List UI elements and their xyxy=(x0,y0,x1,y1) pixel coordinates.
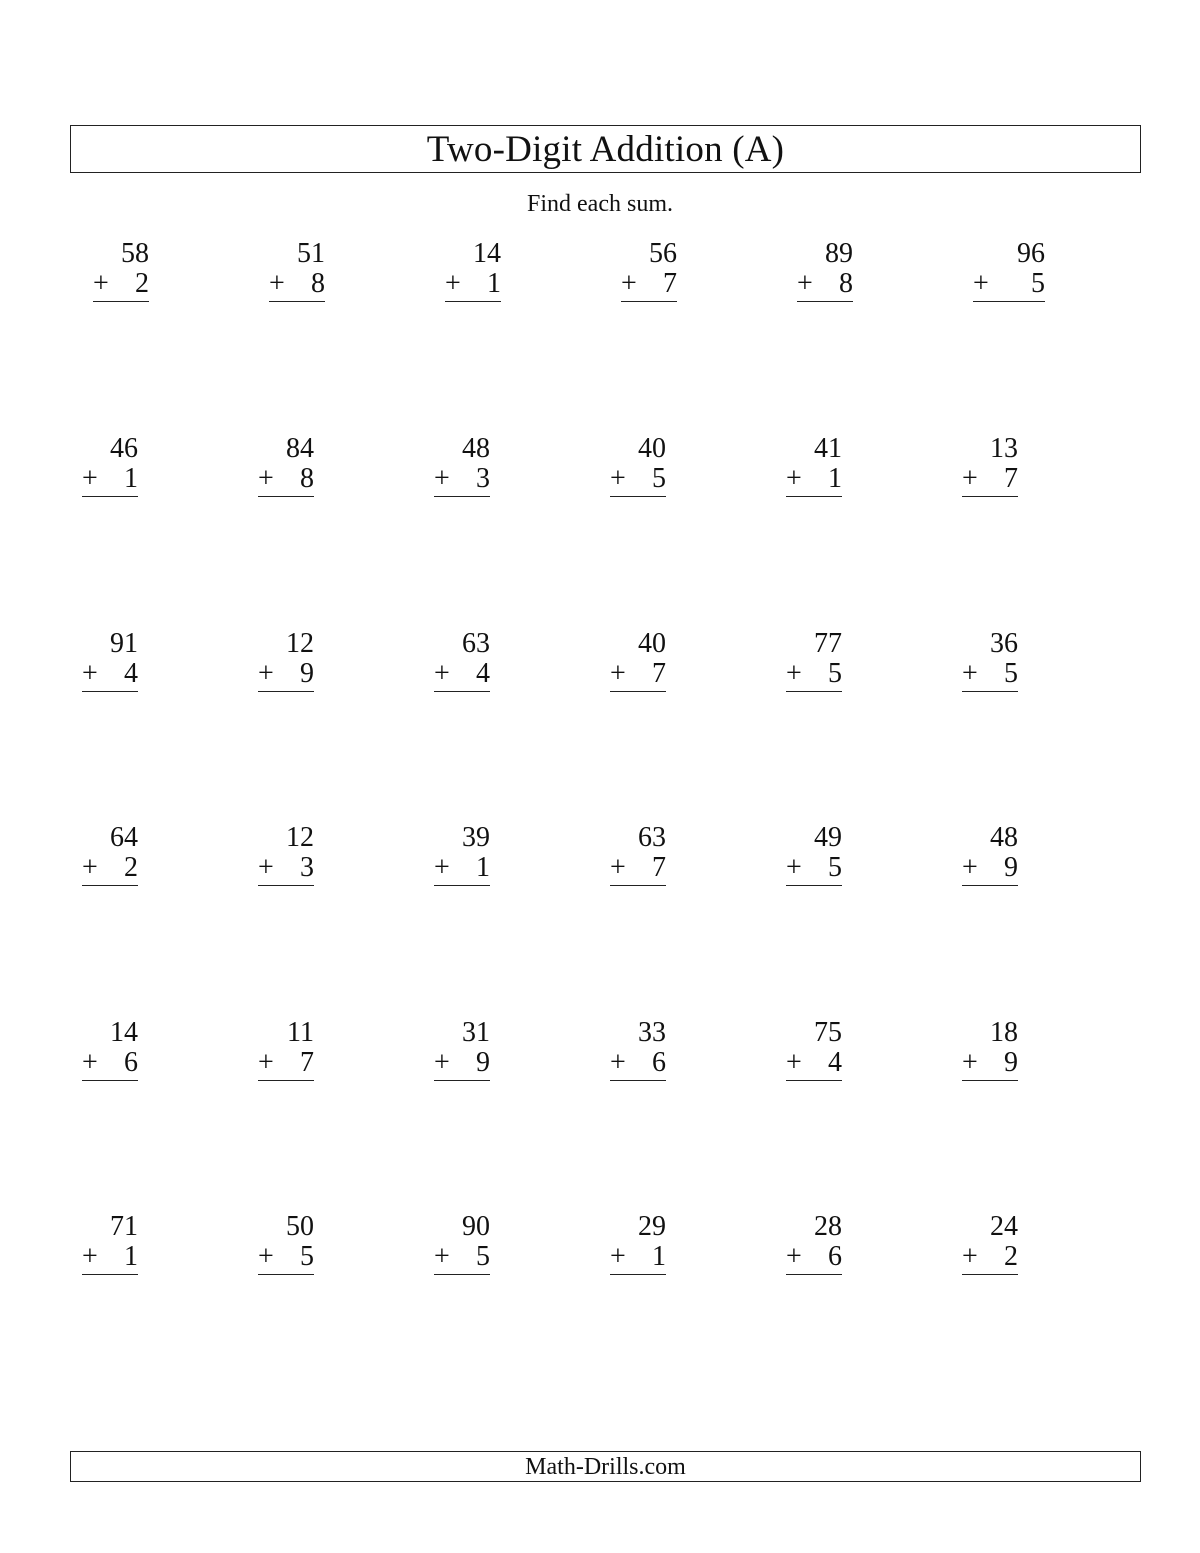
answer-line xyxy=(82,496,138,497)
answer-line xyxy=(434,1274,490,1275)
addend-bottom: 4 xyxy=(828,1047,842,1078)
answer-line xyxy=(82,1274,138,1275)
operator-line xyxy=(258,1049,314,1077)
operator-line xyxy=(962,854,1018,882)
addition-problem xyxy=(434,1019,490,1079)
plus-sign: + xyxy=(93,268,109,299)
addend-top: 84 xyxy=(286,433,314,464)
plus-sign: + xyxy=(445,268,461,299)
addition-problem xyxy=(434,630,490,690)
addition-problem xyxy=(258,824,314,884)
instructions: Find each sum. xyxy=(527,191,673,217)
addend-bottom: 1 xyxy=(124,463,138,494)
plus-sign: + xyxy=(82,463,98,494)
answer-line xyxy=(82,885,138,886)
operator-line xyxy=(786,465,842,493)
plus-sign: + xyxy=(434,658,450,689)
addend-top: 24 xyxy=(990,1211,1018,1242)
addition-problem xyxy=(610,1213,666,1273)
operator-line xyxy=(445,270,501,298)
answer-line xyxy=(610,496,666,497)
answer-line xyxy=(797,301,853,302)
plus-sign: + xyxy=(434,463,450,494)
answer-line xyxy=(93,301,149,302)
addend-top: 12 xyxy=(286,628,314,659)
operator-line xyxy=(434,660,490,688)
operator-line xyxy=(434,1049,490,1077)
plus-sign: + xyxy=(82,852,98,883)
addend-top: 71 xyxy=(110,1211,138,1242)
plus-sign: + xyxy=(962,1047,978,1078)
plus-sign: + xyxy=(82,1241,98,1272)
plus-sign: + xyxy=(610,852,626,883)
addend-top: 31 xyxy=(462,1017,490,1048)
addition-problem xyxy=(610,1019,666,1079)
addend-bottom: 9 xyxy=(476,1047,490,1078)
answer-line xyxy=(258,1274,314,1275)
addend-top: 36 xyxy=(990,628,1018,659)
addend-bottom: 5 xyxy=(1004,658,1018,689)
plus-sign: + xyxy=(797,268,813,299)
operator-line xyxy=(973,270,1045,298)
footer-box xyxy=(70,1451,1141,1482)
addend-bottom: 7 xyxy=(652,658,666,689)
operator-line xyxy=(610,1243,666,1271)
addition-problem xyxy=(93,240,149,300)
answer-line xyxy=(82,1080,138,1081)
addition-problem xyxy=(434,435,490,495)
operator-line xyxy=(610,854,666,882)
addend-bottom: 5 xyxy=(652,463,666,494)
answer-line xyxy=(258,496,314,497)
addend-bottom: 1 xyxy=(124,1241,138,1272)
addend-top: 40 xyxy=(638,433,666,464)
plus-sign: + xyxy=(786,1047,802,1078)
addend-bottom: 7 xyxy=(663,268,677,299)
addend-top: 89 xyxy=(825,238,853,269)
operator-line xyxy=(258,1243,314,1271)
operator-line xyxy=(610,1049,666,1077)
addend-top: 64 xyxy=(110,822,138,853)
addition-problem xyxy=(962,435,1018,495)
answer-line xyxy=(434,496,490,497)
addend-top: 41 xyxy=(814,433,842,464)
addition-problem xyxy=(962,1019,1018,1079)
plus-sign: + xyxy=(610,463,626,494)
addend-top: 13 xyxy=(990,433,1018,464)
operator-line xyxy=(434,854,490,882)
addition-problem xyxy=(82,1019,138,1079)
addition-problem xyxy=(786,630,842,690)
operator-line xyxy=(258,465,314,493)
answer-line xyxy=(434,691,490,692)
operator-line xyxy=(621,270,677,298)
addend-top: 46 xyxy=(110,433,138,464)
addend-bottom: 8 xyxy=(839,268,853,299)
addend-bottom: 9 xyxy=(1004,1047,1018,1078)
plus-sign: + xyxy=(973,268,989,299)
answer-line xyxy=(962,1274,1018,1275)
plus-sign: + xyxy=(610,1047,626,1078)
addition-problem xyxy=(258,435,314,495)
addend-top: 33 xyxy=(638,1017,666,1048)
answer-line xyxy=(445,301,501,302)
operator-line xyxy=(962,1049,1018,1077)
addition-problem xyxy=(82,1213,138,1273)
plus-sign: + xyxy=(269,268,285,299)
addend-bottom: 5 xyxy=(828,852,842,883)
addition-problem xyxy=(434,824,490,884)
addend-top: 48 xyxy=(990,822,1018,853)
plus-sign: + xyxy=(434,1047,450,1078)
addition-problem xyxy=(621,240,677,300)
addend-top: 14 xyxy=(110,1017,138,1048)
addition-problem xyxy=(962,824,1018,884)
addition-problem xyxy=(82,630,138,690)
addition-problem xyxy=(610,435,666,495)
answer-line xyxy=(962,1080,1018,1081)
operator-line xyxy=(962,660,1018,688)
page-title: Two-Digit Addition (A) xyxy=(426,128,785,170)
addend-top: 49 xyxy=(814,822,842,853)
answer-line xyxy=(82,691,138,692)
addend-top: 96 xyxy=(1017,238,1045,269)
addend-top: 91 xyxy=(110,628,138,659)
addend-top: 50 xyxy=(286,1211,314,1242)
operator-line xyxy=(786,1243,842,1271)
operator-line xyxy=(258,660,314,688)
operator-line xyxy=(610,465,666,493)
addend-bottom: 6 xyxy=(124,1047,138,1078)
operator-line xyxy=(82,465,138,493)
addend-bottom: 3 xyxy=(476,463,490,494)
answer-line xyxy=(962,691,1018,692)
addend-bottom: 5 xyxy=(300,1241,314,1272)
addition-problem xyxy=(269,240,325,300)
addend-bottom: 6 xyxy=(828,1241,842,1272)
addend-bottom: 8 xyxy=(300,463,314,494)
addend-bottom: 2 xyxy=(135,268,149,299)
plus-sign: + xyxy=(786,463,802,494)
addend-top: 40 xyxy=(638,628,666,659)
operator-line xyxy=(82,1049,138,1077)
answer-line xyxy=(621,301,677,302)
addend-bottom: 4 xyxy=(476,658,490,689)
footer-text: Math-Drills.com xyxy=(525,1453,686,1480)
plus-sign: + xyxy=(962,1241,978,1272)
operator-line xyxy=(82,1243,138,1271)
addition-problem xyxy=(258,1213,314,1273)
addend-top: 90 xyxy=(462,1211,490,1242)
answer-line xyxy=(962,496,1018,497)
operator-line xyxy=(82,854,138,882)
addition-problem xyxy=(786,1019,842,1079)
plus-sign: + xyxy=(258,852,274,883)
operator-line xyxy=(962,1243,1018,1271)
operator-line xyxy=(797,270,853,298)
addend-top: 18 xyxy=(990,1017,1018,1048)
addend-top: 75 xyxy=(814,1017,842,1048)
plus-sign: + xyxy=(786,852,802,883)
answer-line xyxy=(786,1080,842,1081)
plus-sign: + xyxy=(258,1047,274,1078)
addition-problem xyxy=(962,1213,1018,1273)
addend-top: 14 xyxy=(473,238,501,269)
addition-problem xyxy=(797,240,853,300)
addend-bottom: 1 xyxy=(652,1241,666,1272)
plus-sign: + xyxy=(258,463,274,494)
plus-sign: + xyxy=(962,463,978,494)
addend-top: 12 xyxy=(286,822,314,853)
operator-line xyxy=(962,465,1018,493)
addition-problem xyxy=(962,630,1018,690)
addend-bottom: 9 xyxy=(1004,852,1018,883)
operator-line xyxy=(93,270,149,298)
addend-bottom: 7 xyxy=(1004,463,1018,494)
answer-line xyxy=(786,1274,842,1275)
answer-line xyxy=(786,496,842,497)
addend-top: 48 xyxy=(462,433,490,464)
plus-sign: + xyxy=(258,1241,274,1272)
operator-line xyxy=(786,854,842,882)
answer-line xyxy=(258,1080,314,1081)
answer-line xyxy=(434,1080,490,1081)
addition-problem xyxy=(786,435,842,495)
addend-top: 51 xyxy=(297,238,325,269)
addition-problem xyxy=(610,630,666,690)
addend-bottom: 9 xyxy=(300,658,314,689)
addition-problem xyxy=(434,1213,490,1273)
addend-bottom: 5 xyxy=(476,1241,490,1272)
answer-line xyxy=(434,885,490,886)
answer-line xyxy=(269,301,325,302)
addend-top: 29 xyxy=(638,1211,666,1242)
answer-line xyxy=(258,691,314,692)
plus-sign: + xyxy=(962,852,978,883)
addend-bottom: 1 xyxy=(487,268,501,299)
plus-sign: + xyxy=(82,658,98,689)
addend-top: 63 xyxy=(638,822,666,853)
answer-line xyxy=(610,691,666,692)
operator-line xyxy=(82,660,138,688)
plus-sign: + xyxy=(621,268,637,299)
addition-problem xyxy=(82,824,138,884)
addend-bottom: 7 xyxy=(652,852,666,883)
operator-line xyxy=(258,854,314,882)
answer-line xyxy=(610,1080,666,1081)
operator-line xyxy=(434,465,490,493)
operator-line xyxy=(434,1243,490,1271)
addition-problem xyxy=(786,824,842,884)
addend-bottom: 7 xyxy=(300,1047,314,1078)
addend-top: 56 xyxy=(649,238,677,269)
plus-sign: + xyxy=(258,658,274,689)
addend-bottom: 3 xyxy=(300,852,314,883)
addition-problem xyxy=(258,1019,314,1079)
addend-top: 63 xyxy=(462,628,490,659)
operator-line xyxy=(786,1049,842,1077)
addend-top: 77 xyxy=(814,628,842,659)
answer-line xyxy=(610,885,666,886)
plus-sign: + xyxy=(610,1241,626,1272)
answer-line xyxy=(962,885,1018,886)
operator-line xyxy=(786,660,842,688)
addend-bottom: 5 xyxy=(828,658,842,689)
operator-line xyxy=(610,660,666,688)
addend-top: 11 xyxy=(287,1017,314,1048)
plus-sign: + xyxy=(82,1047,98,1078)
plus-sign: + xyxy=(434,1241,450,1272)
plus-sign: + xyxy=(962,658,978,689)
addition-problem xyxy=(445,240,501,300)
plus-sign: + xyxy=(786,1241,802,1272)
answer-line xyxy=(258,885,314,886)
addend-bottom: 2 xyxy=(1004,1241,1018,1272)
addition-problem xyxy=(82,435,138,495)
addend-bottom: 2 xyxy=(124,852,138,883)
addend-bottom: 6 xyxy=(652,1047,666,1078)
addition-problem xyxy=(973,240,1045,300)
plus-sign: + xyxy=(610,658,626,689)
addend-top: 39 xyxy=(462,822,490,853)
addition-problem xyxy=(786,1213,842,1273)
addend-bottom: 4 xyxy=(124,658,138,689)
answer-line xyxy=(973,301,1045,302)
addend-top: 28 xyxy=(814,1211,842,1242)
addend-bottom: 5 xyxy=(1031,268,1045,299)
answer-line xyxy=(786,885,842,886)
plus-sign: + xyxy=(434,852,450,883)
answer-line xyxy=(786,691,842,692)
addition-problem xyxy=(258,630,314,690)
addend-bottom: 1 xyxy=(476,852,490,883)
answer-line xyxy=(610,1274,666,1275)
plus-sign: + xyxy=(786,658,802,689)
addition-problem xyxy=(610,824,666,884)
addend-top: 58 xyxy=(121,238,149,269)
addend-bottom: 8 xyxy=(311,268,325,299)
addend-bottom: 1 xyxy=(828,463,842,494)
operator-line xyxy=(269,270,325,298)
